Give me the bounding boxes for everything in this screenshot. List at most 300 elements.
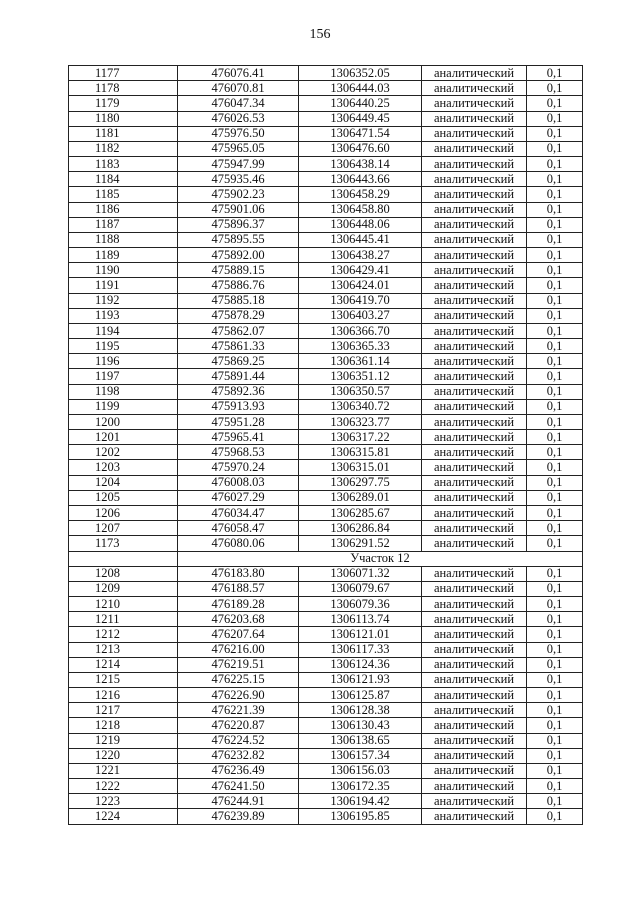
table-row	[69, 490, 583, 505]
table-row	[69, 278, 583, 293]
table-row	[69, 536, 583, 551]
accuracy-cell: 0,1	[527, 278, 583, 293]
accuracy-cell: 0,1	[527, 566, 583, 581]
method-cell: аналитический	[422, 187, 527, 202]
point-number-cell: 1179	[69, 96, 178, 111]
y-coordinate-cell: 1306445.41	[299, 232, 422, 247]
y-coordinate-cell: 1306156.03	[299, 763, 422, 778]
point-number-cell: 1204	[69, 475, 178, 490]
section-header-row	[69, 551, 583, 566]
x-coordinate-cell: 476070.81	[178, 81, 299, 96]
y-coordinate-cell: 1306317.22	[299, 430, 422, 445]
x-coordinate-cell: 475886.76	[178, 278, 299, 293]
x-coordinate-cell: 476080.06	[178, 536, 299, 551]
accuracy-cell: 0,1	[527, 809, 583, 824]
table-body-part-1	[69, 66, 583, 552]
y-coordinate-cell: 1306297.75	[299, 475, 422, 490]
y-coordinate-cell: 1306340.72	[299, 399, 422, 414]
y-coordinate-cell: 1306352.05	[299, 66, 422, 81]
point-number-cell: 1192	[69, 293, 178, 308]
x-coordinate-cell: 476188.57	[178, 581, 299, 596]
point-number-cell: 1194	[69, 323, 178, 338]
x-coordinate-cell: 476047.34	[178, 96, 299, 111]
table-row	[69, 794, 583, 809]
y-coordinate-cell: 1306403.27	[299, 308, 422, 323]
accuracy-cell: 0,1	[527, 263, 583, 278]
method-cell: аналитический	[422, 141, 527, 156]
x-coordinate-cell: 476189.28	[178, 597, 299, 612]
y-coordinate-cell: 1306071.32	[299, 566, 422, 581]
method-cell: аналитический	[422, 430, 527, 445]
point-number-cell: 1184	[69, 172, 178, 187]
y-coordinate-cell: 1306291.52	[299, 536, 422, 551]
y-coordinate-cell: 1306289.01	[299, 490, 422, 505]
y-coordinate-cell: 1306195.85	[299, 809, 422, 824]
method-cell: аналитический	[422, 172, 527, 187]
x-coordinate-cell: 476058.47	[178, 521, 299, 536]
accuracy-cell: 0,1	[527, 384, 583, 399]
table-row	[69, 597, 583, 612]
method-cell: аналитический	[422, 627, 527, 642]
table-row	[69, 384, 583, 399]
point-number-cell: 1193	[69, 308, 178, 323]
table-row	[69, 809, 583, 824]
coordinates-table	[68, 65, 583, 825]
table-row	[69, 217, 583, 232]
accuracy-cell: 0,1	[527, 703, 583, 718]
accuracy-cell: 0,1	[527, 490, 583, 505]
y-coordinate-cell: 1306350.57	[299, 384, 422, 399]
method-cell: аналитический	[422, 111, 527, 126]
point-number-cell: 1224	[69, 809, 178, 824]
accuracy-cell: 0,1	[527, 217, 583, 232]
table-body-part-2	[69, 566, 583, 824]
accuracy-cell: 0,1	[527, 597, 583, 612]
x-coordinate-cell: 476034.47	[178, 505, 299, 520]
method-cell: аналитический	[422, 475, 527, 490]
point-number-cell: 1183	[69, 157, 178, 172]
y-coordinate-cell: 1306172.35	[299, 779, 422, 794]
accuracy-cell: 0,1	[527, 248, 583, 263]
table-row	[69, 339, 583, 354]
point-number-cell: 1218	[69, 718, 178, 733]
x-coordinate-cell: 476027.29	[178, 490, 299, 505]
x-coordinate-cell: 476207.64	[178, 627, 299, 642]
point-number-cell: 1206	[69, 505, 178, 520]
x-coordinate-cell: 475901.06	[178, 202, 299, 217]
y-coordinate-cell: 1306419.70	[299, 293, 422, 308]
method-cell: аналитический	[422, 81, 527, 96]
accuracy-cell: 0,1	[527, 430, 583, 445]
x-coordinate-cell: 476203.68	[178, 612, 299, 627]
point-number-cell: 1223	[69, 794, 178, 809]
accuracy-cell: 0,1	[527, 475, 583, 490]
point-number-cell: 1189	[69, 248, 178, 263]
point-number-cell: 1181	[69, 126, 178, 141]
point-number-cell: 1213	[69, 642, 178, 657]
accuracy-cell: 0,1	[527, 763, 583, 778]
table-row	[69, 581, 583, 596]
accuracy-cell: 0,1	[527, 672, 583, 687]
table-row	[69, 779, 583, 794]
method-cell: аналитический	[422, 536, 527, 551]
table-row	[69, 126, 583, 141]
accuracy-cell: 0,1	[527, 794, 583, 809]
table-row	[69, 627, 583, 642]
accuracy-cell: 0,1	[527, 96, 583, 111]
method-cell: аналитический	[422, 566, 527, 581]
accuracy-cell: 0,1	[527, 779, 583, 794]
table-row	[69, 521, 583, 536]
x-coordinate-cell: 476220.87	[178, 718, 299, 733]
x-coordinate-cell: 475965.05	[178, 141, 299, 156]
y-coordinate-cell: 1306157.34	[299, 748, 422, 763]
method-cell: аналитический	[422, 733, 527, 748]
y-coordinate-cell: 1306079.67	[299, 581, 422, 596]
method-cell: аналитический	[422, 414, 527, 429]
point-number-cell: 1195	[69, 339, 178, 354]
table-row	[69, 642, 583, 657]
y-coordinate-cell: 1306361.14	[299, 354, 422, 369]
point-number-cell: 1197	[69, 369, 178, 384]
y-coordinate-cell: 1306130.43	[299, 718, 422, 733]
point-number-cell: 1210	[69, 597, 178, 612]
table-row	[69, 399, 583, 414]
y-coordinate-cell: 1306315.81	[299, 445, 422, 460]
point-number-cell: 1180	[69, 111, 178, 126]
point-number-cell: 1200	[69, 414, 178, 429]
table-row	[69, 202, 583, 217]
x-coordinate-cell: 475968.53	[178, 445, 299, 460]
method-cell: аналитический	[422, 597, 527, 612]
y-coordinate-cell: 1306351.12	[299, 369, 422, 384]
method-cell: аналитический	[422, 657, 527, 672]
point-number-cell: 1191	[69, 278, 178, 293]
point-number-cell: 1187	[69, 217, 178, 232]
accuracy-cell: 0,1	[527, 748, 583, 763]
method-cell: аналитический	[422, 779, 527, 794]
y-coordinate-cell: 1306286.84	[299, 521, 422, 536]
x-coordinate-cell: 476219.51	[178, 657, 299, 672]
accuracy-cell: 0,1	[527, 657, 583, 672]
y-coordinate-cell: 1306458.80	[299, 202, 422, 217]
y-coordinate-cell: 1306449.45	[299, 111, 422, 126]
y-coordinate-cell: 1306443.66	[299, 172, 422, 187]
y-coordinate-cell: 1306424.01	[299, 278, 422, 293]
y-coordinate-cell: 1306444.03	[299, 81, 422, 96]
section-title: Участок 12	[178, 551, 583, 566]
method-cell: аналитический	[422, 339, 527, 354]
x-coordinate-cell: 475965.41	[178, 430, 299, 445]
x-coordinate-cell: 475970.24	[178, 460, 299, 475]
y-coordinate-cell: 1306121.93	[299, 672, 422, 687]
method-cell: аналитический	[422, 581, 527, 596]
point-number-cell: 1178	[69, 81, 178, 96]
x-coordinate-cell: 475892.00	[178, 248, 299, 263]
point-number-cell: 1208	[69, 566, 178, 581]
x-coordinate-cell: 476239.89	[178, 809, 299, 824]
point-number-cell: 1222	[69, 779, 178, 794]
table-row	[69, 460, 583, 475]
accuracy-cell: 0,1	[527, 66, 583, 81]
x-coordinate-cell: 475869.25	[178, 354, 299, 369]
table-row	[69, 187, 583, 202]
section-row-group	[69, 551, 583, 566]
x-coordinate-cell: 476226.90	[178, 688, 299, 703]
accuracy-cell: 0,1	[527, 445, 583, 460]
section-empty-cell	[69, 551, 178, 566]
table-row	[69, 81, 583, 96]
y-coordinate-cell: 1306194.42	[299, 794, 422, 809]
accuracy-cell: 0,1	[527, 111, 583, 126]
point-number-cell: 1182	[69, 141, 178, 156]
method-cell: аналитический	[422, 354, 527, 369]
x-coordinate-cell: 476076.41	[178, 66, 299, 81]
x-coordinate-cell: 476216.00	[178, 642, 299, 657]
point-number-cell: 1209	[69, 581, 178, 596]
table-row	[69, 430, 583, 445]
point-number-cell: 1185	[69, 187, 178, 202]
x-coordinate-cell: 475951.28	[178, 414, 299, 429]
accuracy-cell: 0,1	[527, 308, 583, 323]
x-coordinate-cell: 476244.91	[178, 794, 299, 809]
table-row	[69, 354, 583, 369]
point-number-cell: 1186	[69, 202, 178, 217]
method-cell: аналитический	[422, 642, 527, 657]
method-cell: аналитический	[422, 490, 527, 505]
method-cell: аналитический	[422, 521, 527, 536]
point-number-cell: 1190	[69, 263, 178, 278]
method-cell: аналитический	[422, 278, 527, 293]
method-cell: аналитический	[422, 369, 527, 384]
x-coordinate-cell: 476026.53	[178, 111, 299, 126]
point-number-cell: 1216	[69, 688, 178, 703]
y-coordinate-cell: 1306429.41	[299, 263, 422, 278]
method-cell: аналитический	[422, 809, 527, 824]
method-cell: аналитический	[422, 794, 527, 809]
method-cell: аналитический	[422, 232, 527, 247]
accuracy-cell: 0,1	[527, 627, 583, 642]
y-coordinate-cell: 1306117.33	[299, 642, 422, 657]
method-cell: аналитический	[422, 718, 527, 733]
page-number: 156	[309, 27, 331, 42]
method-cell: аналитический	[422, 748, 527, 763]
accuracy-cell: 0,1	[527, 718, 583, 733]
point-number-cell: 1199	[69, 399, 178, 414]
y-coordinate-cell: 1306471.54	[299, 126, 422, 141]
y-coordinate-cell: 1306125.87	[299, 688, 422, 703]
point-number-cell: 1217	[69, 703, 178, 718]
accuracy-cell: 0,1	[527, 688, 583, 703]
table-row	[69, 66, 583, 81]
y-coordinate-cell: 1306315.01	[299, 460, 422, 475]
x-coordinate-cell: 476236.49	[178, 763, 299, 778]
method-cell: аналитический	[422, 763, 527, 778]
table-row	[69, 111, 583, 126]
table-row	[69, 748, 583, 763]
y-coordinate-cell: 1306128.38	[299, 703, 422, 718]
y-coordinate-cell: 1306124.36	[299, 657, 422, 672]
x-coordinate-cell: 475902.23	[178, 187, 299, 202]
y-coordinate-cell: 1306366.70	[299, 323, 422, 338]
table-row	[69, 505, 583, 520]
point-number-cell: 1219	[69, 733, 178, 748]
method-cell: аналитический	[422, 612, 527, 627]
method-cell: аналитический	[422, 126, 527, 141]
table-row	[69, 657, 583, 672]
y-coordinate-cell: 1306365.33	[299, 339, 422, 354]
table-row	[69, 566, 583, 581]
table-row	[69, 96, 583, 111]
table-row	[69, 733, 583, 748]
accuracy-cell: 0,1	[527, 293, 583, 308]
table-row	[69, 323, 583, 338]
accuracy-cell: 0,1	[527, 172, 583, 187]
point-number-cell: 1214	[69, 657, 178, 672]
point-number-cell: 1173	[69, 536, 178, 551]
accuracy-cell: 0,1	[527, 141, 583, 156]
table-row	[69, 445, 583, 460]
point-number-cell: 1211	[69, 612, 178, 627]
x-coordinate-cell: 475895.55	[178, 232, 299, 247]
accuracy-cell: 0,1	[527, 642, 583, 657]
accuracy-cell: 0,1	[527, 505, 583, 520]
x-coordinate-cell: 475913.93	[178, 399, 299, 414]
method-cell: аналитический	[422, 66, 527, 81]
method-cell: аналитический	[422, 157, 527, 172]
table-row	[69, 157, 583, 172]
x-coordinate-cell: 476241.50	[178, 779, 299, 794]
method-cell: аналитический	[422, 460, 527, 475]
accuracy-cell: 0,1	[527, 126, 583, 141]
point-number-cell: 1212	[69, 627, 178, 642]
accuracy-cell: 0,1	[527, 202, 583, 217]
y-coordinate-cell: 1306323.77	[299, 414, 422, 429]
point-number-cell: 1220	[69, 748, 178, 763]
x-coordinate-cell: 475935.46	[178, 172, 299, 187]
method-cell: аналитический	[422, 688, 527, 703]
method-cell: аналитический	[422, 96, 527, 111]
method-cell: аналитический	[422, 445, 527, 460]
y-coordinate-cell: 1306138.65	[299, 733, 422, 748]
x-coordinate-cell: 475947.99	[178, 157, 299, 172]
table-row	[69, 172, 583, 187]
x-coordinate-cell: 476224.52	[178, 733, 299, 748]
y-coordinate-cell: 1306121.01	[299, 627, 422, 642]
x-coordinate-cell: 476183.80	[178, 566, 299, 581]
accuracy-cell: 0,1	[527, 323, 583, 338]
table-row	[69, 672, 583, 687]
accuracy-cell: 0,1	[527, 414, 583, 429]
point-number-cell: 1177	[69, 66, 178, 81]
y-coordinate-cell: 1306448.06	[299, 217, 422, 232]
point-number-cell: 1202	[69, 445, 178, 460]
y-coordinate-cell: 1306476.60	[299, 141, 422, 156]
x-coordinate-cell: 475891.44	[178, 369, 299, 384]
accuracy-cell: 0,1	[527, 581, 583, 596]
method-cell: аналитический	[422, 263, 527, 278]
y-coordinate-cell: 1306438.14	[299, 157, 422, 172]
point-number-cell: 1203	[69, 460, 178, 475]
accuracy-cell: 0,1	[527, 399, 583, 414]
table-row	[69, 414, 583, 429]
x-coordinate-cell: 475885.18	[178, 293, 299, 308]
method-cell: аналитический	[422, 308, 527, 323]
accuracy-cell: 0,1	[527, 339, 583, 354]
method-cell: аналитический	[422, 505, 527, 520]
table-row	[69, 475, 583, 490]
x-coordinate-cell: 475976.50	[178, 126, 299, 141]
point-number-cell: 1196	[69, 354, 178, 369]
x-coordinate-cell: 475892.36	[178, 384, 299, 399]
accuracy-cell: 0,1	[527, 733, 583, 748]
method-cell: аналитический	[422, 384, 527, 399]
method-cell: аналитический	[422, 217, 527, 232]
point-number-cell: 1207	[69, 521, 178, 536]
y-coordinate-cell: 1306285.67	[299, 505, 422, 520]
accuracy-cell: 0,1	[527, 612, 583, 627]
y-coordinate-cell: 1306458.29	[299, 187, 422, 202]
x-coordinate-cell: 476225.15	[178, 672, 299, 687]
point-number-cell: 1215	[69, 672, 178, 687]
accuracy-cell: 0,1	[527, 354, 583, 369]
table-row	[69, 263, 583, 278]
accuracy-cell: 0,1	[527, 232, 583, 247]
x-coordinate-cell: 475861.33	[178, 339, 299, 354]
accuracy-cell: 0,1	[527, 460, 583, 475]
table-row	[69, 308, 583, 323]
point-number-cell: 1221	[69, 763, 178, 778]
x-coordinate-cell: 476232.82	[178, 748, 299, 763]
method-cell: аналитический	[422, 323, 527, 338]
accuracy-cell: 0,1	[527, 157, 583, 172]
method-cell: аналитический	[422, 202, 527, 217]
table-row	[69, 763, 583, 778]
method-cell: аналитический	[422, 293, 527, 308]
table-row	[69, 688, 583, 703]
x-coordinate-cell: 476221.39	[178, 703, 299, 718]
table-row	[69, 612, 583, 627]
point-number-cell: 1201	[69, 430, 178, 445]
y-coordinate-cell: 1306113.74	[299, 612, 422, 627]
method-cell: аналитический	[422, 672, 527, 687]
x-coordinate-cell: 475896.37	[178, 217, 299, 232]
y-coordinate-cell: 1306438.27	[299, 248, 422, 263]
point-number-cell: 1188	[69, 232, 178, 247]
accuracy-cell: 0,1	[527, 369, 583, 384]
x-coordinate-cell: 475862.07	[178, 323, 299, 338]
x-coordinate-cell: 475889.15	[178, 263, 299, 278]
x-coordinate-cell: 476008.03	[178, 475, 299, 490]
y-coordinate-cell: 1306440.25	[299, 96, 422, 111]
accuracy-cell: 0,1	[527, 536, 583, 551]
table-row	[69, 718, 583, 733]
table-row	[69, 141, 583, 156]
table-row	[69, 369, 583, 384]
accuracy-cell: 0,1	[527, 521, 583, 536]
x-coordinate-cell: 475878.29	[178, 308, 299, 323]
accuracy-cell: 0,1	[527, 187, 583, 202]
method-cell: аналитический	[422, 248, 527, 263]
point-number-cell: 1198	[69, 384, 178, 399]
method-cell: аналитический	[422, 399, 527, 414]
table-row	[69, 248, 583, 263]
accuracy-cell: 0,1	[527, 81, 583, 96]
point-number-cell: 1205	[69, 490, 178, 505]
table-row	[69, 703, 583, 718]
y-coordinate-cell: 1306079.36	[299, 597, 422, 612]
method-cell: аналитический	[422, 703, 527, 718]
